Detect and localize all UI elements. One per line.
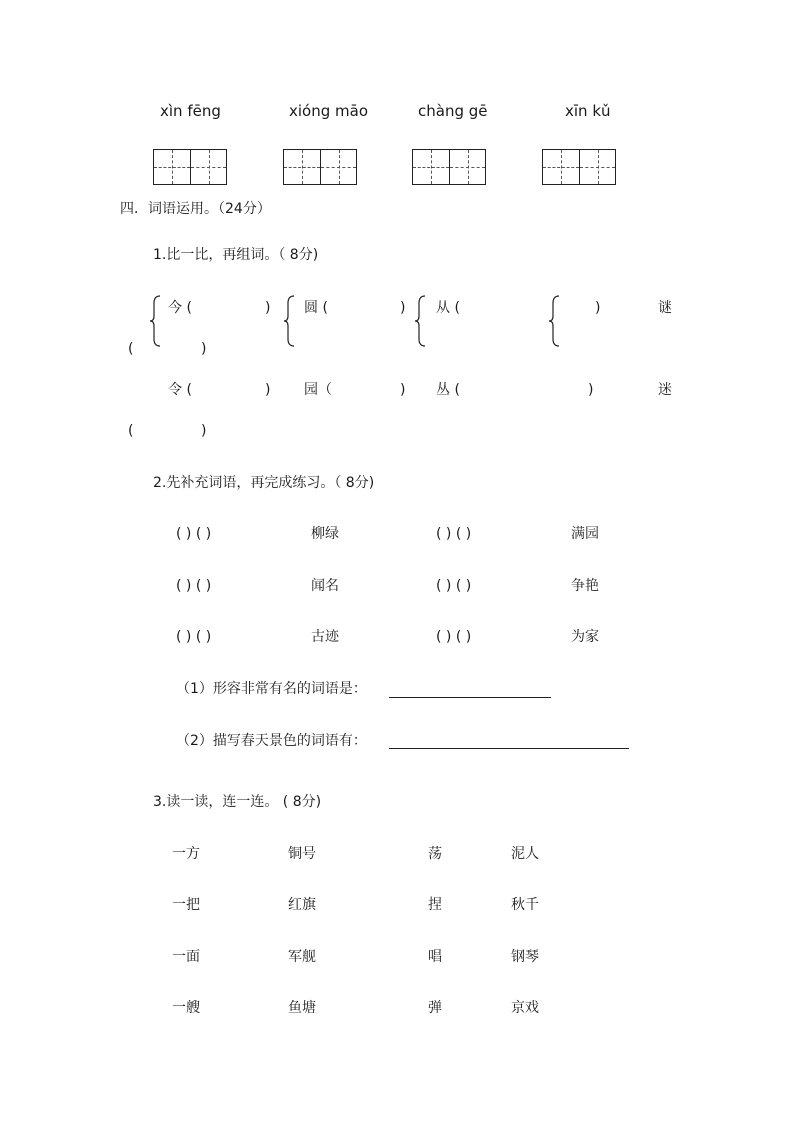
q1-row2-c-close: ) xyxy=(588,382,594,398)
pinyin-3: chàng gē xyxy=(418,102,488,120)
pinyin-2: xióng māo xyxy=(289,102,368,120)
q1-row1-c: 从 ( xyxy=(436,300,460,316)
q1-title: 1.比一比，再组词。（ 8分) xyxy=(153,247,319,263)
q1-row2-tail-open: ( xyxy=(128,423,134,439)
q3-col1-item: 一把 xyxy=(172,897,200,913)
q1-row1-tail-open: ( xyxy=(128,341,134,357)
q1-row2-b-close: ) xyxy=(400,382,406,398)
writing-grid-2[interactable] xyxy=(283,149,357,185)
q1-row1-d-close: ) xyxy=(595,300,601,316)
q3-col3-item: 荡 xyxy=(428,846,442,862)
q3-col3-item: 弹 xyxy=(428,1000,442,1016)
q2-word: 古迹 xyxy=(311,629,339,645)
q2-word: 满园 xyxy=(571,526,599,542)
writing-grid-1[interactable] xyxy=(153,149,227,185)
q3-col4-item: 京戏 xyxy=(511,1000,539,1016)
q3-col2-item: 鱼塘 xyxy=(288,1000,316,1016)
q2-word: 争艳 xyxy=(571,578,599,594)
q1-row1-a-close: ) xyxy=(265,300,271,316)
q2-blank[interactable]: ( ) ( ) xyxy=(176,578,212,594)
q2-sub1: （1）形容非常有名的词语是： xyxy=(176,681,367,697)
q2-title: 2.先补充词语，再完成练习。（ 8分) xyxy=(153,475,375,491)
section-title: 四．词语运用。（24分） xyxy=(120,201,271,217)
q3-col1-item: 一方 xyxy=(172,846,200,862)
q1-row2-a-close: ) xyxy=(265,382,271,398)
q3-col2-item: 军舰 xyxy=(288,949,316,965)
q1-row1-b: 圆 ( xyxy=(304,300,328,316)
q2-blank[interactable]: ( ) ( ) xyxy=(176,629,212,645)
q1-row2-b: 园（ xyxy=(304,382,332,398)
brace-4 xyxy=(549,295,561,347)
answer-line-1[interactable] xyxy=(389,697,551,698)
q1-row1-d: 谜 xyxy=(658,300,672,316)
q3-col3-item: 唱 xyxy=(428,949,442,965)
writing-grid-3[interactable] xyxy=(412,149,486,185)
q3-col1-item: 一面 xyxy=(172,949,200,965)
q3-col2-item: 铜号 xyxy=(288,846,316,862)
q2-sub2: （2）描写春天景色的词语有： xyxy=(176,733,367,749)
q2-word: 柳绿 xyxy=(311,526,339,542)
q3-title: 3.读一读，连一连。 ( 8分) xyxy=(153,794,322,810)
q3-col3-item: 捏 xyxy=(428,897,442,913)
q2-blank[interactable]: ( ) ( ) xyxy=(436,578,472,594)
brace-3 xyxy=(415,295,427,347)
answer-line-2[interactable] xyxy=(389,748,629,749)
q2-blank[interactable]: ( ) ( ) xyxy=(436,629,472,645)
q3-col4-item: 秋千 xyxy=(511,897,539,913)
brace-2 xyxy=(284,295,296,347)
q3-col4-item: 泥人 xyxy=(511,846,539,862)
q2-blank[interactable]: ( ) ( ) xyxy=(436,526,472,542)
pinyin-1: xìn fēng xyxy=(160,102,221,120)
q3-col1-item: 一艘 xyxy=(172,1000,200,1016)
writing-grid-4[interactable] xyxy=(542,149,616,185)
brace-1 xyxy=(150,295,162,347)
pinyin-4: xīn kǔ xyxy=(565,102,611,120)
q2-word: 闻名 xyxy=(311,578,339,594)
q1-row2-tail-close: ) xyxy=(201,423,207,439)
q1-row1-b-close: ) xyxy=(400,300,406,316)
q3-col2-item: 红旗 xyxy=(288,897,316,913)
q3-col4-item: 钢琴 xyxy=(511,949,539,965)
q1-row2-a: 令 ( xyxy=(168,382,192,398)
q1-row1-tail-close: ) xyxy=(201,341,207,357)
q2-word: 为家 xyxy=(571,629,599,645)
q1-row2-c: 丛 ( xyxy=(436,382,460,398)
q1-row2-d: 迷 xyxy=(658,382,672,398)
q1-row1-a: 今 ( xyxy=(168,300,192,316)
q2-blank[interactable]: ( ) ( ) xyxy=(176,526,212,542)
